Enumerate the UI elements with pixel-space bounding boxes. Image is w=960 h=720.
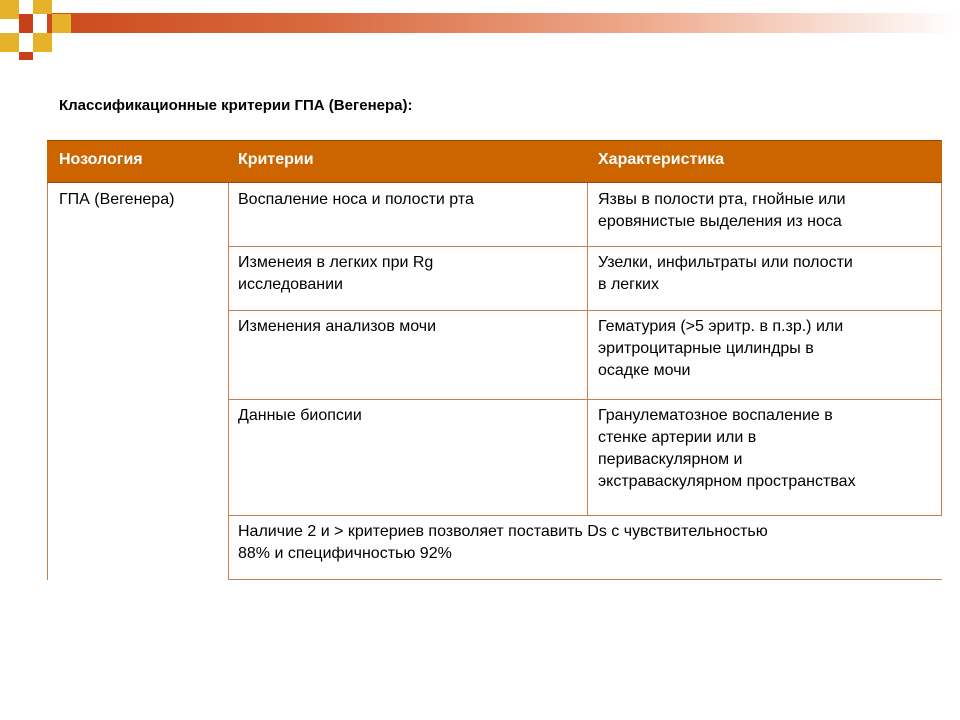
- cell-line: Язвы в полости рта, гнойные или: [598, 191, 846, 208]
- gradient-bar: [47, 13, 960, 33]
- cell-line: в легких: [598, 276, 659, 293]
- decor-square: [52, 14, 71, 33]
- header-characteristic: Характеристика: [598, 151, 725, 168]
- cell-line: экстраваскулярном пространствах: [598, 473, 856, 490]
- summary-cell: [238, 521, 768, 565]
- table-header: [47, 140, 942, 183]
- decor-square: [19, 52, 33, 60]
- cell-line: Данные биопсии: [238, 407, 362, 424]
- decor-square: [0, 0, 19, 19]
- cell-line: эритроцитарные цилиндры в: [598, 340, 814, 357]
- decor-square: [33, 33, 52, 52]
- cell-line: 88% и специфичностью 92%: [238, 545, 452, 562]
- grid-line: [941, 183, 942, 515]
- criteria-table: [47, 140, 942, 580]
- characteristic-cell: [598, 316, 843, 382]
- nosology-cell: ГПА (Вегенера): [59, 191, 175, 208]
- cell-line: осадке мочи: [598, 362, 691, 379]
- decor-square: [33, 0, 52, 14]
- cell-line: периваскулярном и: [598, 451, 743, 468]
- title-decoration: [0, 0, 960, 60]
- cell-line: Гранулематозное воспаление в: [598, 407, 833, 424]
- cell-line: исследовании: [238, 276, 343, 293]
- grid-line: [228, 183, 229, 580]
- grid-line: [228, 246, 942, 247]
- characteristic-cell: [598, 189, 846, 233]
- page-title: Классификационные критерии ГПА (Вегенера):: [59, 97, 413, 114]
- criterion-cell: [238, 252, 433, 296]
- criterion-cell: [238, 189, 474, 211]
- decor-square: [0, 33, 19, 52]
- grid-line: [228, 399, 942, 400]
- characteristic-cell: [598, 252, 853, 296]
- grid-line: [228, 310, 942, 311]
- header-nosology: Нозология: [59, 151, 143, 168]
- grid-line: [587, 183, 588, 515]
- grid-line: [228, 515, 942, 516]
- cell-line: Наличие 2 и > критериев позволяет поставить Ds с чувствительностью: [238, 523, 768, 540]
- criterion-cell: [238, 316, 436, 338]
- cell-line: стенке артерии или в: [598, 429, 757, 446]
- characteristic-cell: [598, 405, 856, 493]
- grid-line: [228, 579, 942, 580]
- grid-line: [47, 183, 48, 580]
- cell-line: Гематурия (>5 эритр. в п.зр.) или: [598, 318, 844, 335]
- cell-line: еровянистые выделения из носа: [598, 213, 842, 230]
- decor-square: [19, 14, 33, 33]
- cell-line: Воспаление носа и полости рта: [238, 191, 474, 208]
- cell-line: Узелки, инфильтраты или полости: [598, 254, 853, 271]
- cell-line: Изменеия в легких при Rg: [238, 254, 434, 271]
- cell-line: Изменения анализов мочи: [238, 318, 437, 335]
- criterion-cell: [238, 405, 362, 427]
- header-criteria: Критерии: [238, 151, 314, 168]
